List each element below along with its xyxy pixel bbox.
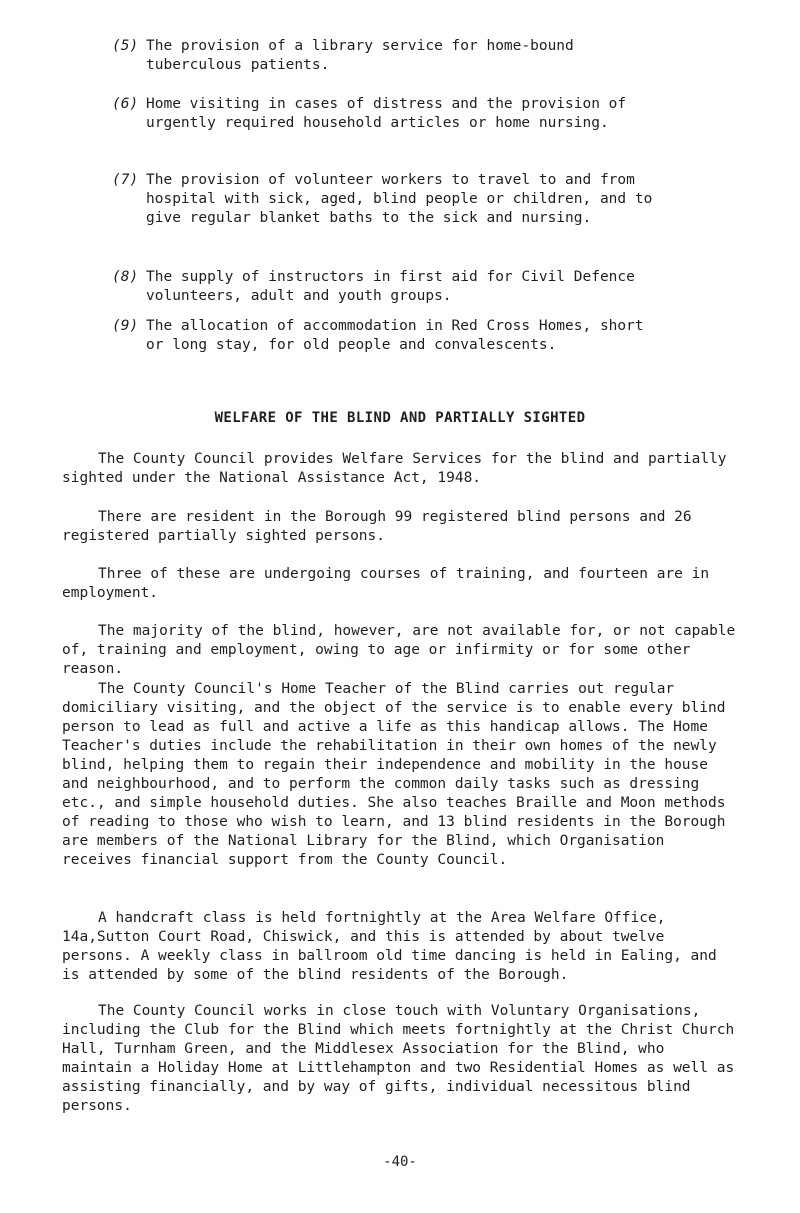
list-item-number: (5) [112, 38, 139, 54]
list-item-number: (7) [112, 172, 139, 188]
paragraph: The majority of the blind, however, are not available for, or not capable of, training and employment, owing to age or infirmity or for some other reason. [62, 623, 736, 677]
paragraph: The County Council works in close touch with Voluntary Organisations, including the Club for the Blind which meets fortnightly at the Christ Church Hall, Turnham Green, and the Middlesex Association for the Blind, who maintain a Holiday Home at Littlehampton and two Residential Homes as well as assisting financially, and by way of gifts, individual necessitous blind persons. [62, 1003, 735, 1114]
paragraph: A handcraft class is held fortnightly at the Area Welfare Office, 14a,Sutton Court Road, Chiswick, and this is attended by about twelve persons. A weekly class in ballroom old time dancing is held in Ealing, and is attended by some of the blind residents of the Borough. [62, 910, 717, 983]
list-item-number: (6) [112, 96, 139, 112]
section-heading: WELFARE OF THE BLIND AND PARTIALLY SIGHTED [214, 410, 586, 426]
list-item-number: (9) [112, 318, 139, 334]
list-item-text: The provision of a library service for home-bound tuberculous patients. [146, 38, 574, 73]
list-item-text: The supply of instructors in first aid for Civil Defence volunteers, adult and youth groups. [146, 269, 635, 304]
list-item-text: Home visiting in cases of distress and the provision of urgently required household articles or home nursing. [146, 96, 627, 131]
paragraph: The County Council's Home Teacher of the Blind carries out regular domiciliary visiting, and the object of the service is to enable every blind person to lead as full and active a life as this handicap allows. The Home Teacher's duties include the rehabilitation in their own homes of the newly blind, helping them to regain their independence and mobility in the house and neighbourhood, and to perform the common daily tasks such as dressing etc., and simple household duties. She also teaches Braille and Moon methods of reading to those who wish to learn, and 13 blind residents in the Borough are members of the National Library for the Blind, which Organisation receives financial support from the County Council. [62, 681, 726, 868]
list-item-number: (8) [112, 269, 139, 285]
page-number: -40- [383, 1154, 417, 1170]
list-item-text: The allocation of accommodation in Red Cross Homes, short or long stay, for old people and convalescents. [146, 318, 644, 353]
paragraph: There are resident in the Borough 99 registered blind persons and 26 registered partially sighted persons. [62, 509, 692, 544]
paragraph: Three of these are undergoing courses of training, and fourteen are in employment. [62, 566, 710, 601]
paragraph: The County Council provides Welfare Services for the blind and partially sighted under the National Assistance Act, 1948. [62, 451, 727, 486]
list-item-text: The provision of volunteer workers to travel to and from hospital with sick, aged, blind people or children, and to give regular blanket baths to the sick and nursing. [146, 172, 653, 226]
